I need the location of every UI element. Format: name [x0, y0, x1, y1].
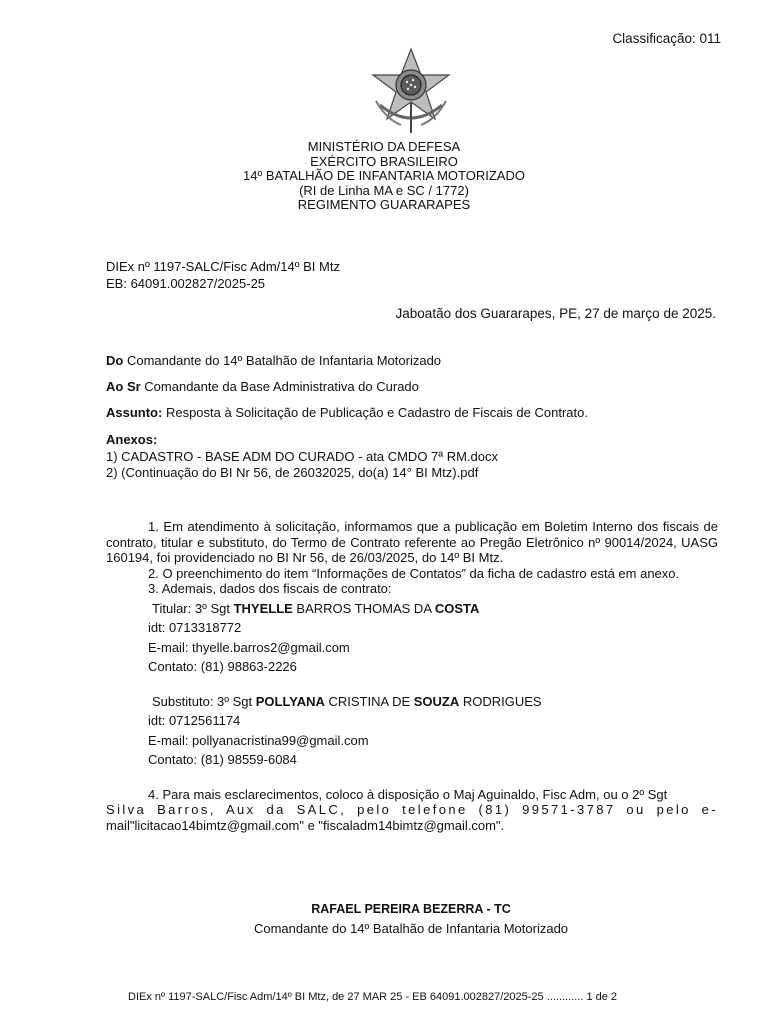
- annex-item: 1) CADASTRO - BASE ADM DO CURADO - ata CMDO 7ª RM.docx: [106, 448, 498, 464]
- paragraph-1: 1. Em atendimento à solicitação, informamos que a publicação em Boletim Interno dos fiscais de contrato, titular e substituto, do Termo de Contrato referente ao Pregão Eletrônico nº 90014/2024, UASG 160194, foi providenciado no BI Nr 56, de 26/03/2025, do 14º BI Mtz.: [106, 519, 718, 565]
- annex-item: 2) (Continuação do BI Nr 56, de 26032025, do(a) 14° BI Mtz).pdf: [106, 465, 479, 480]
- paragraph-4-line-3: mail"licitacao14bimtz@gmail.com" e "fiscaladm14bimtz@gmail.com".: [106, 817, 505, 833]
- diex-number: DIEx nº 1197-SALC/Fisc Adm/14º BI Mtz: [106, 259, 340, 274]
- subject-line: [106, 405, 726, 421]
- to-label: Ao Sr: [106, 379, 141, 394]
- date-line: Jaboatão dos Guararapes, PE, 27 de março de 2025.: [395, 306, 716, 321]
- brazil-coat-of-arms-emblem: [366, 45, 456, 135]
- paragraph-3: 3. Ademais, dados dos fiscais de contrato:: [148, 581, 392, 596]
- header-ministry: MINISTÉRIO DA DEFESA: [307, 139, 461, 154]
- classification-label: Classificação: 011: [612, 31, 721, 46]
- from-text: Comandante do 14º Batalhão de Infantaria Motorizado: [123, 353, 442, 368]
- substitute-email: E-mail: pollyanacristina99@gmail.com: [148, 732, 369, 748]
- annexes-label: Anexos:: [106, 432, 158, 447]
- substitute-idt: idt: 0712561174: [148, 713, 241, 728]
- letter-body: [106, 519, 718, 833]
- paragraph-4-line-1: 4. Para mais esclarecimentos, coloco à disposição o Maj Aguinaldo, Fisc Adm, ou o 2º Sgt: [148, 786, 668, 802]
- from-line: [106, 353, 726, 369]
- signature-block: [0, 900, 768, 938]
- from-label: Do: [106, 353, 124, 368]
- header-lineage: (RI de Linha MA e SC / 1772): [299, 182, 469, 198]
- subject-label: Assunto:: [106, 405, 163, 420]
- header-regiment: REGIMENTO GUARARAPES: [297, 197, 471, 212]
- header-army: EXÉRCITO BRASILEIRO: [310, 153, 458, 169]
- titular-contact: Contato: (81) 98863-2226: [148, 659, 297, 674]
- header-battalion: 14º BATALHÃO DE INFANTARIA MOTORIZADO: [243, 168, 525, 183]
- page-footer: DIEx nº 1197-SALC/Fisc Adm/14º BI Mtz, de 27 MAR 25 - EB 64091.002827/2025-25 ............ 1 de 2: [128, 991, 618, 1003]
- titular-idt: idt: 0713318772: [148, 620, 242, 635]
- substitute-name: Substituto: 3º Sgt POLLYANA CRISTINA DE SOUZA RODRIGUES: [152, 693, 542, 709]
- titular-email: E-mail: thyelle.barros2@gmail.com: [148, 639, 350, 655]
- to-text: Comandante da Base Administrativa do Curado: [140, 379, 419, 394]
- annexes-section: [106, 432, 498, 482]
- subject-text: Resposta à Solicitação de Publicação e Cadastro de Fiscais de Contrato.: [162, 405, 588, 420]
- letterhead: [0, 140, 768, 213]
- to-line: [106, 379, 726, 395]
- eb-number: EB: 64091.002827/2025-25: [106, 276, 266, 291]
- paragraph-2: 2. O preenchimento do item “Informações de Contatos” da ficha de cadastro está em anexo.: [148, 565, 680, 581]
- document-reference: [106, 258, 340, 292]
- paragraph-4-line-2: Silva Barros, Aux da SALC, pelo telefone (81) 99571-3787 ou pelo e-: [106, 802, 718, 817]
- signer-title: Comandante do 14º Batalhão de Infantaria Motorizado: [253, 921, 569, 936]
- substitute-contact: Contato: (81) 98559-6084: [148, 752, 297, 767]
- titular-name: Titular: 3º Sgt THYELLE BARROS THOMAS DA COSTA: [152, 600, 480, 616]
- signer-name: RAFAEL PEREIRA BEZERRA - TC: [311, 902, 511, 916]
